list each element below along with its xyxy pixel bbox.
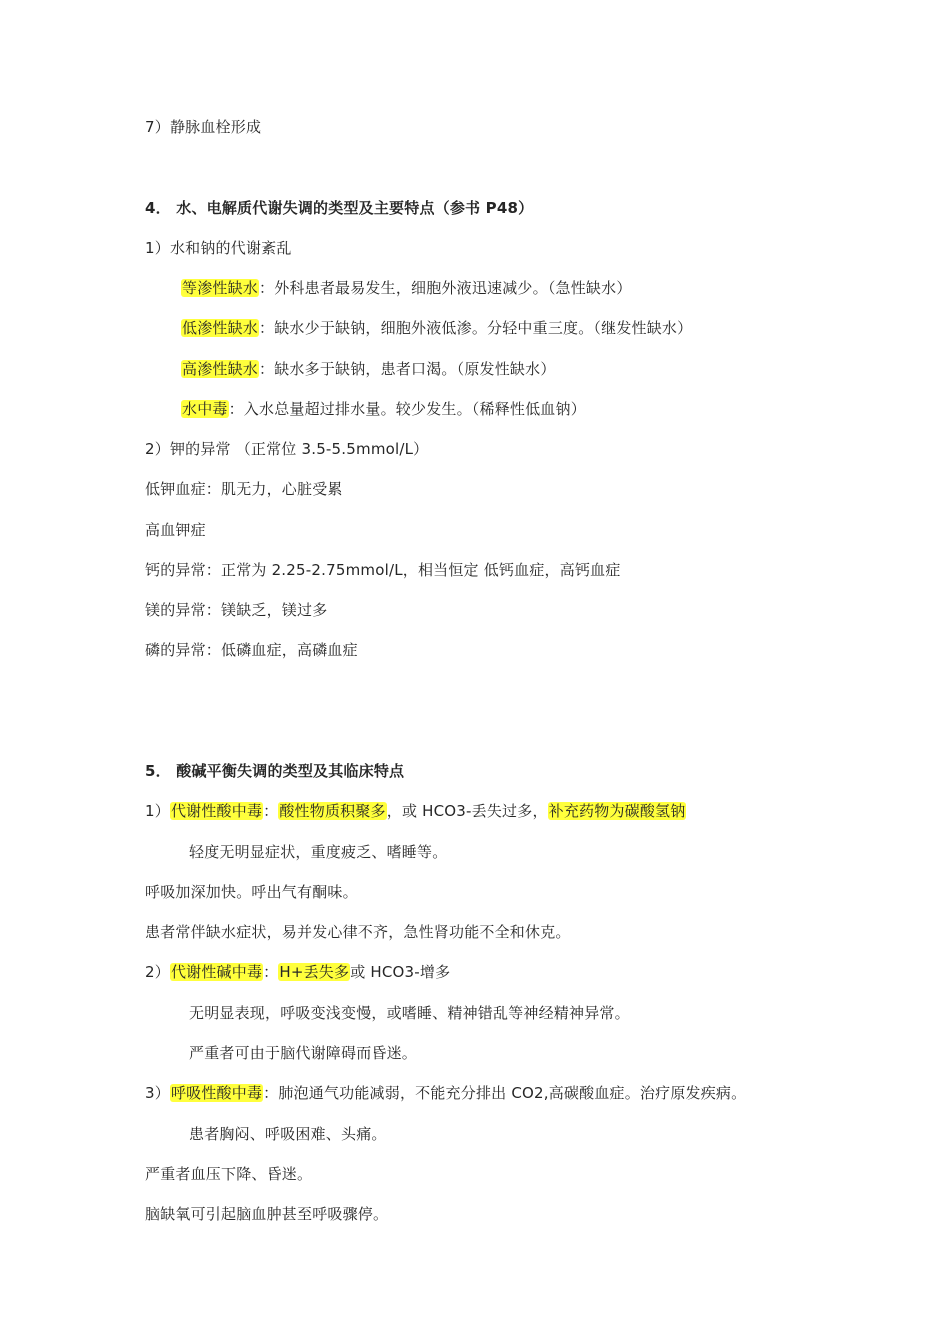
line-text: ：: [263, 802, 279, 820]
line-text: 患者常伴缺水症状，易并发心律不齐，急性肾功能不全和休克。: [145, 923, 571, 941]
line-text: 7）静脉血栓形成: [145, 118, 262, 136]
line-text: 严重者血压下降、昏迷。: [145, 1165, 313, 1183]
heading-text: 5． 酸碱平衡失调的类型及其临床特点: [145, 762, 405, 780]
line-text: 钙的异常：正常为 2.25-2.75mmol/L，相当恒定 低钙血症，高钙血症: [145, 561, 621, 579]
list-item: [145, 801, 686, 821]
list-item: [181, 399, 586, 419]
highlighted-term: 高渗性缺水: [182, 360, 259, 378]
highlighted-term: 低渗性缺水: [182, 319, 259, 337]
line-text: 患者胸闷、呼吸困难、头痛。: [189, 1125, 387, 1143]
line-text: 2）钾的异常 （正常位 3.5-5.5mmol/L）: [145, 440, 429, 458]
highlighted-term: 呼吸性酸中毒: [170, 1084, 263, 1102]
section-heading-4: [145, 198, 533, 218]
line-text: ：外科患者最易发生，细胞外液迅速减少。（急性缺水）: [259, 279, 632, 297]
subheading: [145, 439, 428, 459]
list-item: [181, 359, 556, 379]
text-line: [145, 922, 571, 942]
line-text: ：入水总量超过排水量。较少发生。（稀释性低血钠）: [228, 400, 586, 418]
line-text: 高血钾症: [145, 521, 206, 539]
highlighted-term: 补充药物为碳酸氢钠: [548, 802, 686, 820]
line-text: 3）: [145, 1084, 170, 1102]
line-text: 1）: [145, 802, 170, 820]
line-text: ：缺水多于缺钠，患者口渴。（原发性缺水）: [259, 360, 556, 378]
text-line: [145, 560, 621, 580]
text-line: [145, 1164, 312, 1184]
line-text: 严重者可由于脑代谢障碍而昏迷。: [189, 1044, 418, 1062]
line-text: ：缺水少于缺钠，细胞外液低渗。分轻中重三度。（继发性缺水）: [259, 319, 693, 337]
text-line: [145, 1204, 388, 1224]
list-item: [145, 962, 450, 982]
line-text: 脑缺氧可引起脑血肿甚至呼吸骤停。: [145, 1205, 389, 1223]
text-line: [145, 479, 343, 499]
highlighted-term: 水中毒: [182, 400, 228, 418]
section-heading-5: [145, 761, 404, 781]
text-line: [145, 882, 358, 902]
text-line: [189, 1003, 630, 1023]
list-item: [145, 1083, 746, 1103]
line-text: 磷的异常：低磷血症，高磷血症: [145, 641, 358, 659]
highlighted-term: 等渗性缺水: [182, 279, 259, 297]
line-text: 低钾血症：肌无力，心脏受累: [145, 480, 343, 498]
text-line: [189, 1043, 417, 1063]
highlighted-term: 代谢性酸中毒: [170, 802, 263, 820]
text-line: [189, 1124, 387, 1144]
line-text: 或 HCO3-增多: [350, 963, 451, 981]
line-text: 轻度无明显症状，重度疲乏、嗜睡等。: [189, 843, 448, 861]
line-text: 镁的异常：镁缺乏，镁过多: [145, 601, 328, 619]
list-item: [181, 318, 692, 338]
highlighted-term: 代谢性碱中毒: [170, 963, 263, 981]
line-text: 呼吸加深加快。呼出气有酮味。: [145, 883, 358, 901]
highlighted-term: 酸性物质积聚多: [279, 802, 386, 820]
line-text: ：: [263, 963, 279, 981]
line-text: ：肺泡通气功能减弱，不能充分排出 CO2,高碳酸血症。治疗原发疾病。: [263, 1084, 747, 1102]
text-line: [145, 117, 261, 137]
line-text: ，或 HCO3-丢失过多，: [386, 802, 548, 820]
subheading: [145, 238, 292, 258]
heading-text: 4． 水、电解质代谢失调的类型及主要特点（参书 P48）: [145, 199, 534, 217]
list-item: [181, 278, 632, 298]
text-line: [145, 600, 327, 620]
text-line: [145, 640, 358, 660]
text-line: [189, 842, 447, 862]
line-text: 无明显表现，呼吸变浅变慢，或嗜睡、精神错乱等神经精神异常。: [189, 1004, 630, 1022]
text-line: [145, 520, 206, 540]
highlighted-term: H+丢失多: [279, 963, 350, 981]
line-text: 1）水和钠的代谢紊乱: [145, 239, 292, 257]
line-text: 2）: [145, 963, 170, 981]
